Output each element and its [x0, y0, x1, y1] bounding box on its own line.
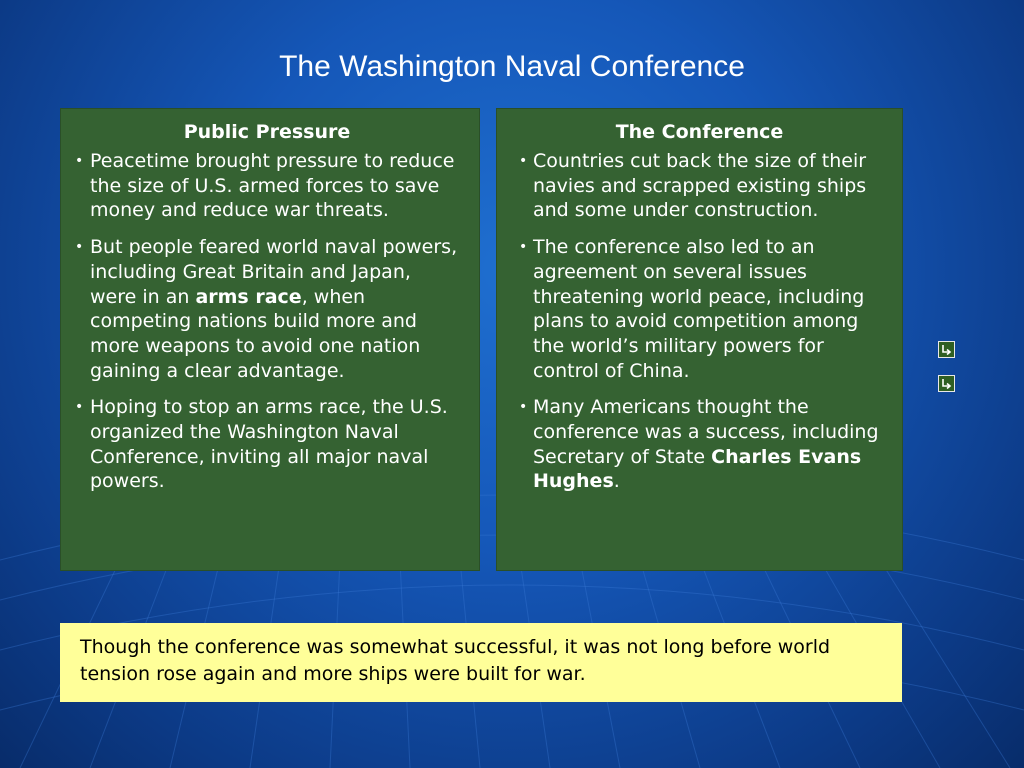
bullet-list: [71, 149, 463, 494]
return-arrow-icon: [940, 343, 953, 356]
public-pressure-panel: [60, 108, 480, 571]
bullet-text: , when competing nations build more and more weapons to avoid one nation gaining a clear advantage.: [90, 285, 421, 382]
bullet-text: .: [613, 470, 620, 493]
list-item: [71, 395, 463, 494]
list-item: [511, 235, 888, 383]
summary-callout: [60, 623, 902, 702]
bullet-text: The conference also led to an agreement on several issues threatening world peace, including plans to avoid competition among the world’s military powers for control of China.: [533, 236, 865, 382]
summary-text: Though the conference was somewhat successful, it was not long before world tension rose again and more ships were built for war.: [80, 636, 831, 685]
the-conference-panel: [496, 108, 903, 571]
list-item: [511, 395, 888, 494]
key-term-charles-evans-hughes: Charles Evans Hughes: [533, 445, 862, 493]
return-link-button-2[interactable]: [938, 375, 955, 392]
bullet-list: [511, 149, 888, 494]
list-item: [511, 149, 888, 223]
bullet-text: Peacetime brought pressure to reduce the size of U.S. armed forces to save money and reduce war threats.: [90, 150, 455, 222]
panel-heading: The Conference: [615, 121, 784, 143]
bullet-text: But people feared world naval powers, including Great Britain and Japan, were in an: [90, 236, 458, 308]
bullet-text: Hoping to stop an arms race, the U.S. organized the Washington Naval Conference, inviting all major naval powers.: [90, 396, 448, 493]
bullet-text: Many Americans thought the conference was a success, including Secretary of State: [533, 396, 879, 468]
key-term-arms-race: arms race: [195, 285, 302, 308]
panel-heading: Public Pressure: [183, 121, 351, 143]
bullet-text: Countries cut back the size of their navies and scrapped existing ships and some under construction.: [533, 150, 867, 222]
slide-title: The Washington Naval Conference: [279, 50, 745, 83]
list-item: [71, 235, 463, 383]
list-item: [71, 149, 463, 223]
return-link-button-1[interactable]: [938, 341, 955, 358]
return-arrow-icon: [940, 377, 953, 390]
